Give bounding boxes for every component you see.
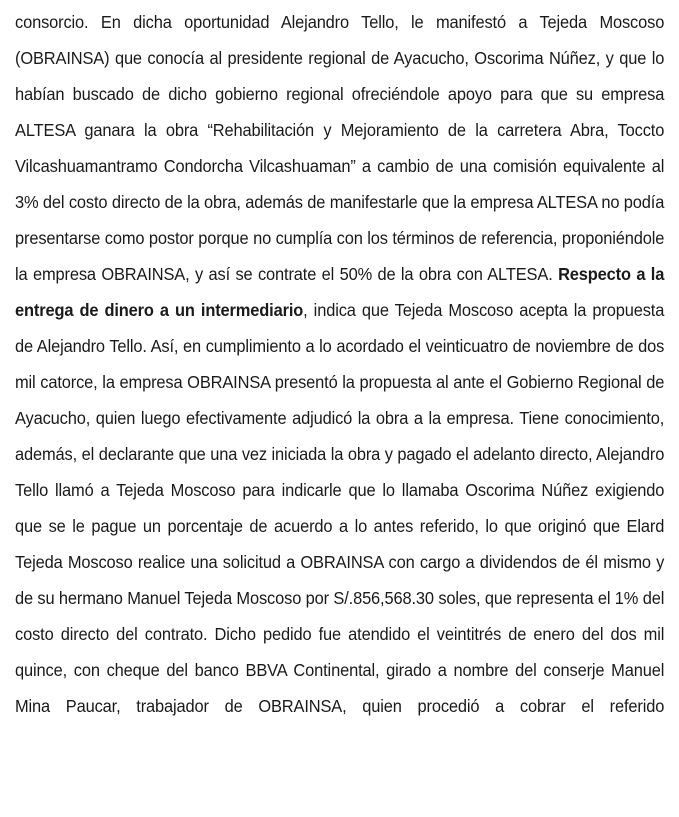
testimony-paragraph bbox=[15, 4, 664, 760]
paragraph-run-1: consorcio. En dicha oportunidad Alejandro Tello, le manifestó a Tejeda Moscoso (OBRAINSA) que conocía al presidente regional de Ayacucho, Oscorima Núñez, y que lo habían buscado de dicho gobierno regional ofreciéndole apoyo para que su empresa ALTESA ganara la obra “Rehabilitación y Mejoramiento de la carretera Abra, Toccto Vilcashuamantramo Condorcha Vilcashuaman” a cambio de una comisión equivalente al 3% del costo directo de la obra, además de manifestarle que la empresa ALTESA no podía presentarse como postor porque no cumplía con los términos de referencia, proponiéndole la empresa OBRAINSA, y así se contrate el 50% de la obra con ALTESA. bbox=[15, 12, 665, 284]
document-body-text bbox=[15, 4, 664, 760]
paragraph-run-3: , indica que Tejeda Moscoso acepta la propuesta de Alejandro Tello. Así, en cumplimiento a lo acordado el veinticuatro de noviembre de dos mil catorce, la empresa OBRAINSA presentó la propuesta al ante el Gobierno Regional de Ayacucho, quien luego efectivamente adjudicó la obra a la empresa. Tiene conocimiento, además, el declarante que una vez iniciada la obra y pagado el adelanto directo, Alejandro Tello llamó a Tejeda Moscoso para indicarle que lo llamaba Oscorima Núñez exigiendo que se le pague un porcentaje de acuerdo a lo antes referido, lo que originó que Elard Tejeda Moscoso realice una solicitud a OBRAINSA con cargo a dividendos de él mismo y de su hermano Manuel Tejeda Moscoso por S/.856,568.30 soles, que representa el 1% del costo directo del contrato. Dicho pedido fue atendido el veintitrés de enero del dos mil quince, con cheque del banco BBVA Continental, girado a nombre del conserje Manuel Mina Paucar, trabajador de OBRAINSA, quien procedió a cobrar el referido bbox=[15, 300, 665, 716]
paragraph-run-bold-heading: Respecto a la entrega de dinero a un intermediario bbox=[15, 264, 665, 320]
